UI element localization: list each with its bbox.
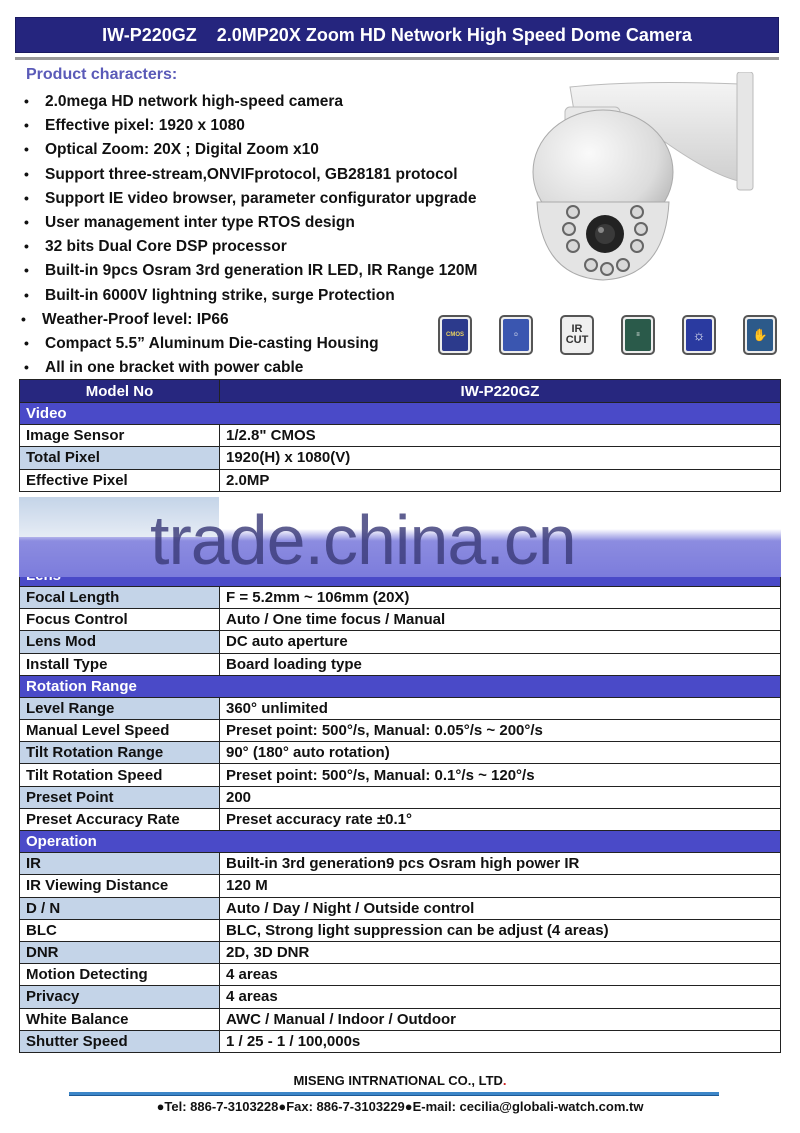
table-row: IR Viewing Distance 120 M <box>20 875 781 897</box>
table-row: Total Pixel 1920(H) x 1080(V) <box>20 447 781 469</box>
feature-item: • Weather-Proof level: IP66 <box>21 307 477 331</box>
motion-detection-icon: ☺ <box>499 315 533 355</box>
feature-item: • User management inter type RTOS design <box>24 210 477 234</box>
feature-list <box>21 89 478 379</box>
model-no-label: Model No <box>20 380 220 403</box>
spec-table <box>19 379 781 1053</box>
company-name: MISENG INTRNATIONAL CO., LTD. <box>293 1073 507 1088</box>
bullet-icon: • <box>24 189 29 206</box>
table-header-row <box>20 380 781 403</box>
section-operation: Operation <box>20 831 781 853</box>
table-row: Image Sensor 1/2.8" CMOS <box>20 425 781 447</box>
minimum-illumination-icon: ≡ <box>621 315 655 355</box>
bullet-icon: • <box>24 165 29 182</box>
feature-item: • Built-in 9pcs Osram 3rd generation IR LED, IR Range 120M <box>24 258 477 282</box>
footer-divider <box>69 1092 719 1096</box>
bullet-icon: • <box>24 238 29 255</box>
contact-info: ●Tel: 886-7-3103228●Fax: 886-7-3103229●E-mail: cecilia@globali-watch.com.tw <box>156 1099 644 1114</box>
bullet-icon: • <box>24 93 29 109</box>
feature-item: • 2.0mega HD network high-speed camera <box>24 89 477 113</box>
table-row: Lens Mod DC auto aperture <box>20 631 781 653</box>
page-title: IW-P220GZ 2.0MP20X Zoom HD Network High Speed Dome Camera <box>15 17 779 53</box>
table-row: Shutter Speed 1 / 25 - 1 / 100,000s <box>20 1030 781 1052</box>
table-row: Level Range 360° unlimited <box>20 697 781 719</box>
feature-item: • Optical Zoom: 20X ; Digital Zoom x10 <box>24 137 477 161</box>
watermark-text: trade.china.cn <box>150 501 576 579</box>
ir-cut-icon: IR CUT <box>560 315 594 355</box>
bullet-icon: • <box>24 359 29 376</box>
table-row: Focal Length F = 5.2mm ~ 106mm (20X) <box>20 586 781 608</box>
table-row: BLC BLC, Strong light suppression can be adjust (4 areas) <box>20 919 781 941</box>
feature-item: • Support three-stream,ONVIFprotocol, GB28181 protocol <box>24 162 477 186</box>
table-row: Manual Level Speed Preset point: 500°/s, Manual: 0.05°/s ~ 200°/s <box>20 720 781 742</box>
bullet-icon: • <box>24 334 29 351</box>
day-night-icon: ☼ <box>682 315 716 355</box>
table-row: Tilt Rotation Speed Preset point: 500°/s, Manual: 0.1°/s ~ 120°/s <box>20 764 781 786</box>
table-row: Preset Point 200 <box>20 786 781 808</box>
features-heading: Product characters: <box>26 66 178 83</box>
dome-camera-image <box>515 72 775 302</box>
section-video: Video <box>20 403 781 425</box>
cmos-sensor-icon: CMOS <box>438 315 472 355</box>
table-row: DNR 2D, 3D DNR <box>20 941 781 963</box>
bullet-icon: • <box>24 262 29 279</box>
table-row: Install Type Board loading type <box>20 653 781 675</box>
privacy-zone-icon: ✋ <box>743 315 777 355</box>
table-row: IR Built-in 3rd generation9 pcs Osram high power IR <box>20 853 781 875</box>
table-row: D / N Auto / Day / Night / Outside control <box>20 897 781 919</box>
table-row: Tilt Rotation Range 90° (180° auto rotation) <box>20 742 781 764</box>
table-row: Effective Pixel 2.0MP <box>20 469 781 491</box>
model-no-value: IW-P220GZ <box>220 380 781 403</box>
bullet-icon: • <box>21 310 26 327</box>
feature-icon-strip <box>438 315 777 355</box>
title-divider <box>15 57 779 60</box>
table-row: Preset Accuracy Rate Preset accuracy rate ±0.1° <box>20 808 781 830</box>
bullet-icon: • <box>24 286 29 303</box>
feature-item: • Built-in 6000V lightning strike, surge Protection <box>24 283 477 307</box>
table-row: Motion Detecting 4 areas <box>20 964 781 986</box>
feature-item: • 32 bits Dual Core DSP processor <box>24 234 477 258</box>
feature-item: • All in one bracket with power cable <box>24 355 477 379</box>
table-row: Privacy 4 areas <box>20 986 781 1008</box>
bullet-icon: • <box>24 141 29 158</box>
bullet-icon: • <box>24 117 29 134</box>
feature-item: • Support IE video browser, parameter configurator upgrade <box>24 186 477 210</box>
feature-item: • Compact 5.5” Aluminum Die-casting Housing <box>24 331 477 355</box>
table-row: White Balance AWC / Manual / Indoor / Outdoor <box>20 1008 781 1030</box>
bullet-icon: • <box>24 213 29 230</box>
section-rotation-range: Rotation Range <box>20 675 781 697</box>
table-row: Focus Control Auto / One time focus / Manual <box>20 609 781 631</box>
feature-item: • Effective pixel: 1920 x 1080 <box>24 113 477 137</box>
